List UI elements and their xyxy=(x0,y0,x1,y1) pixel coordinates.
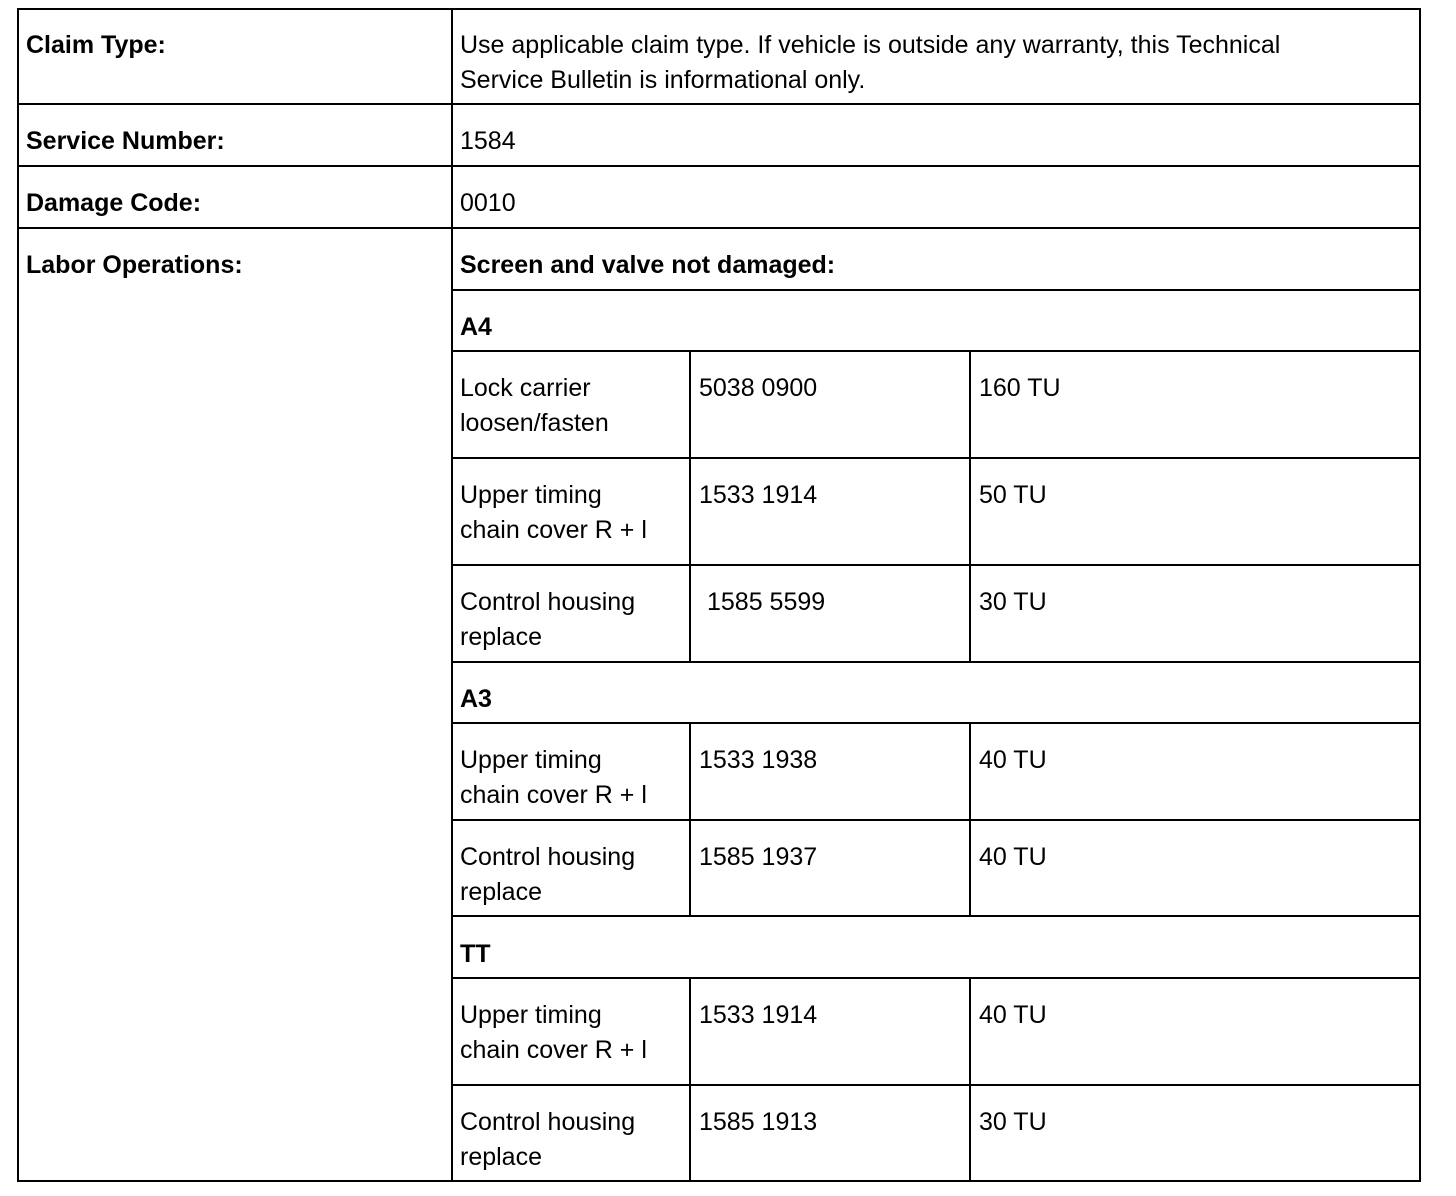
operation-name-line2: loosen/fasten xyxy=(460,409,609,437)
operation-name-line2: replace xyxy=(460,878,542,906)
subcol-divider xyxy=(689,722,691,917)
operation-name-line1: Upper timing xyxy=(460,481,602,509)
operation-time: 30 TU xyxy=(979,588,1047,616)
operation-code: 1533 1914 xyxy=(699,1001,818,1029)
claim-type-value-line2: Service Bulletin is informational only. xyxy=(460,66,866,94)
operation-code: 1533 1914 xyxy=(699,481,818,509)
model-a4-heading: A4 xyxy=(460,313,492,341)
subcol-divider xyxy=(689,977,691,1182)
service-number-label: Service Number: xyxy=(26,127,225,155)
operation-name-line2: chain cover R + l xyxy=(460,1036,647,1064)
model-tt-heading: TT xyxy=(460,940,491,968)
subrow-divider xyxy=(451,564,1421,566)
model-a3-heading: A3 xyxy=(460,685,492,713)
table-border-left xyxy=(17,8,19,1182)
subcol-divider xyxy=(969,722,971,917)
damage-code-label: Damage Code: xyxy=(26,189,202,217)
operation-name-line1: Control housing xyxy=(460,588,636,616)
operation-time: 40 TU xyxy=(979,746,1047,774)
subcol-divider xyxy=(969,977,971,1182)
operation-name-line2: chain cover R + l xyxy=(460,516,647,544)
operation-code: 1585 1937 xyxy=(699,843,818,871)
operation-time: 40 TU xyxy=(979,843,1047,871)
operation-name-line1: Control housing xyxy=(460,1108,636,1136)
operation-time: 160 TU xyxy=(979,374,1061,402)
labor-heading: Screen and valve not damaged: xyxy=(460,251,836,279)
operation-time: 40 TU xyxy=(979,1001,1047,1029)
table-border-top xyxy=(17,8,1421,10)
subrow-divider xyxy=(451,1084,1421,1086)
operation-code: 1585 5599 xyxy=(707,588,826,616)
operation-name-line2: replace xyxy=(460,623,542,651)
subrow-divider xyxy=(451,289,1421,291)
subrow-divider xyxy=(451,915,1421,917)
row-divider xyxy=(17,227,1421,229)
operation-name-line1: Upper timing xyxy=(460,746,602,774)
row-divider xyxy=(17,103,1421,105)
subrow-divider xyxy=(451,661,1421,663)
subrow-divider xyxy=(451,819,1421,821)
label-column-divider xyxy=(451,8,453,1182)
operation-time: 30 TU xyxy=(979,1108,1047,1136)
table-border-right xyxy=(1419,8,1421,1182)
operation-name-line1: Lock carrier xyxy=(460,374,591,402)
subrow-divider xyxy=(451,722,1421,724)
operation-name-line1: Upper timing xyxy=(460,1001,602,1029)
operation-name-line1: Control housing xyxy=(460,843,636,871)
damage-code-value: 0010 xyxy=(460,189,516,217)
operation-code: 1585 1913 xyxy=(699,1108,818,1136)
operation-code: 1533 1938 xyxy=(699,746,818,774)
operation-code: 5038 0900 xyxy=(699,374,818,402)
table-border-bottom xyxy=(17,1180,1421,1182)
claim-type-value-line1: Use applicable claim type. If vehicle is outside any warranty, this Technical xyxy=(460,31,1281,59)
labor-operations-label: Labor Operations: xyxy=(26,251,243,279)
operation-name-line2: chain cover R + l xyxy=(460,781,647,809)
row-divider xyxy=(17,165,1421,167)
subrow-divider xyxy=(451,457,1421,459)
claim-type-label: Claim Type: xyxy=(26,31,166,59)
operation-time: 50 TU xyxy=(979,481,1047,509)
subcol-divider xyxy=(969,350,971,663)
subrow-divider xyxy=(451,350,1421,352)
subcol-divider xyxy=(689,350,691,663)
subrow-divider xyxy=(451,977,1421,979)
operation-name-line2: replace xyxy=(460,1143,542,1171)
service-number-value: 1584 xyxy=(460,127,516,155)
